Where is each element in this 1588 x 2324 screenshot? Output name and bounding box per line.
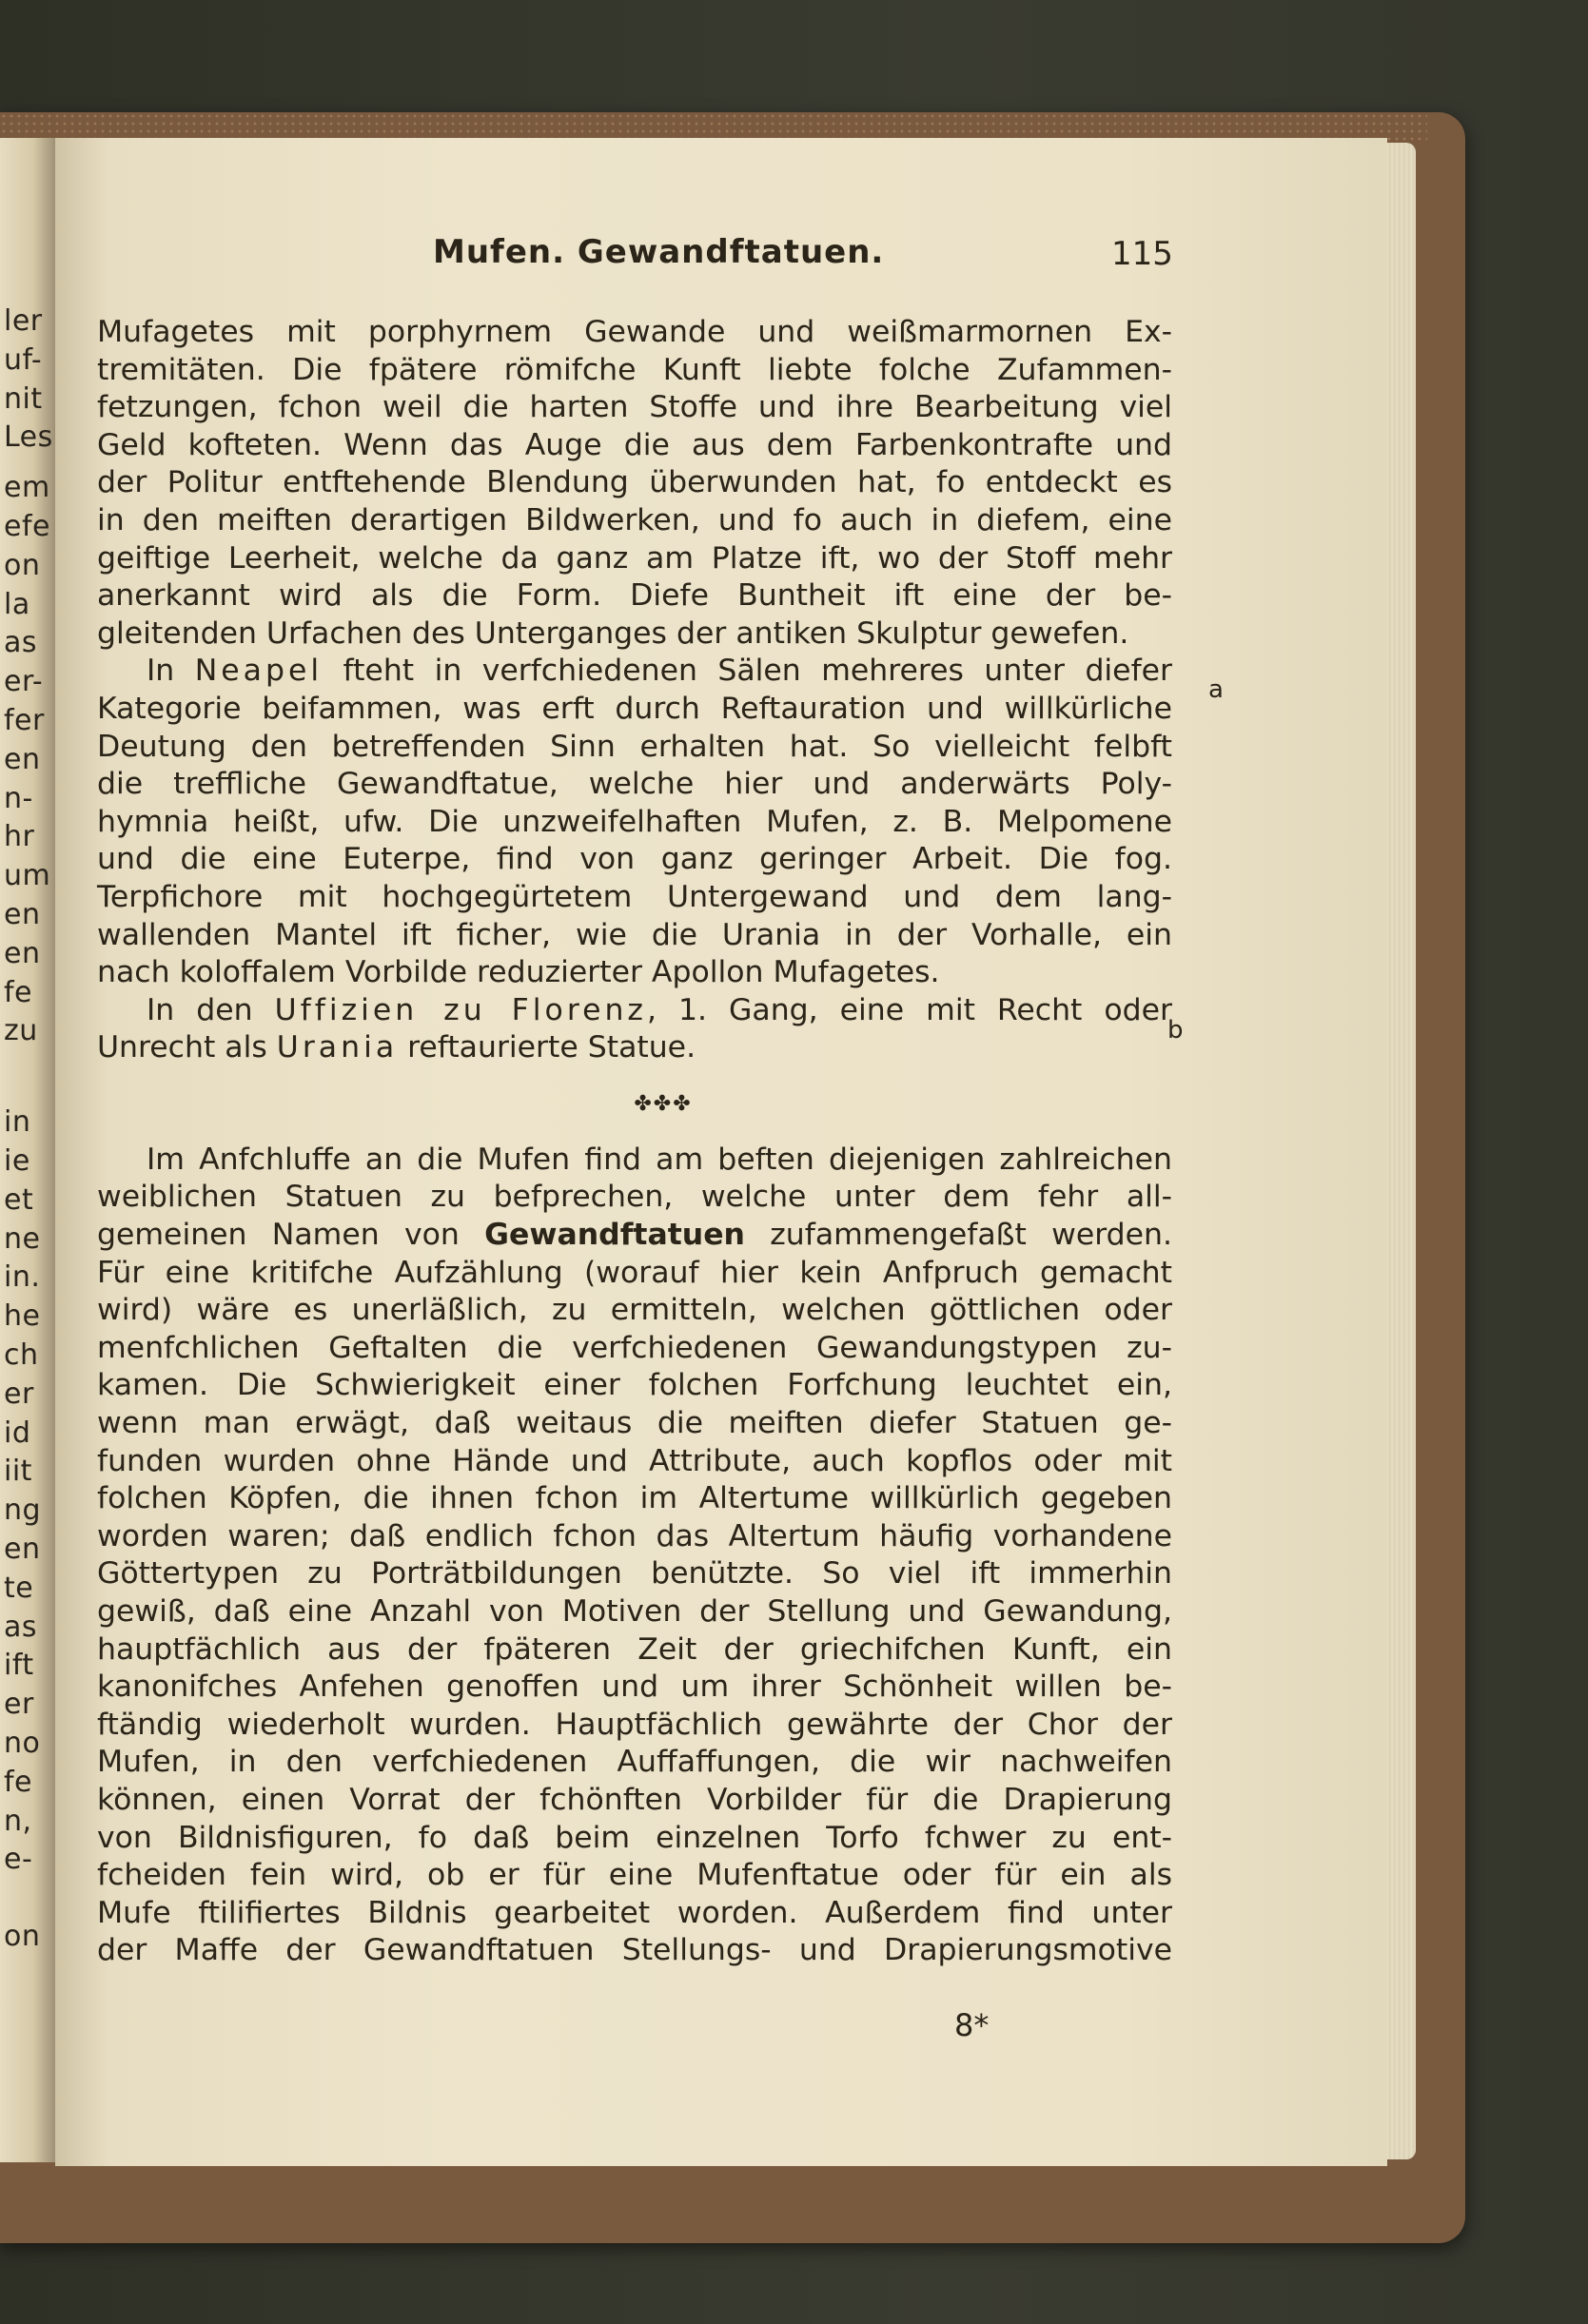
text-line: von Bildnisfiguren, fo daß beim einzelnen Torfo fchwer zu ent- [97, 1820, 1172, 1855]
place-name-neapel: Neapel [194, 654, 323, 689]
left-page-edge [0, 138, 55, 2162]
text-fragment: reftaurierte Statue. [398, 1030, 696, 1065]
text-fragment: zufammengefaßt werden. [744, 1218, 1173, 1253]
text-line: die treffliche Gewandftatue, welche hier und anderwärts Poly- [97, 767, 1172, 802]
text-line [97, 992, 1172, 1030]
left-page-fragment: he [4, 1299, 41, 1334]
left-page-fragment: um [4, 859, 51, 893]
left-page-fragment: ie [4, 1144, 30, 1178]
text-line: Göttertypen zu Porträtbildungen benützte. So viel ift immerhin [97, 1556, 1172, 1592]
text-line: fcheiden fein wird, ob er für eine Mufenftatue oder für ein als [97, 1858, 1172, 1893]
left-page-fragment: on [4, 548, 41, 582]
text-line: Mufagetes mit porphyrnem Gewande und weißmarmornen Ex- [97, 315, 1172, 349]
left-page-fragment: ne [4, 1221, 41, 1256]
left-page-fragment: uf- [4, 342, 43, 377]
place-name-uffizien: Uffizien zu Florenz [274, 992, 647, 1027]
text-line: nach koloffalem Vorbilde reduzierter Apollon Mufagetes. [97, 955, 940, 990]
left-page-fragment: la [4, 587, 30, 621]
left-page-fragment: hr [4, 820, 35, 854]
text-fragment: gemeinen Namen von [97, 1218, 485, 1253]
text-line: geiftige Leerheit, welche da ganz am Platze ift, wo der Stoff mehr [97, 540, 1172, 576]
left-page-fragment: fe [4, 975, 33, 1009]
text-line: gleitenden Urfachen des Unterganges der antiken Skulptur gewefen. [97, 615, 1129, 651]
left-page-fragment: ler [4, 304, 43, 338]
left-page-fragment: em [4, 471, 50, 505]
left-page-fragment: et [4, 1182, 34, 1217]
left-page-fragment: en [4, 1533, 41, 1566]
text-line: und die eine Euterpe, find von ganz geringer Arbeit. Die fog. [97, 842, 1172, 877]
left-page-fragment: ch [4, 1338, 39, 1372]
text-line: hauptfächlich aus der fpäteren Zeit der griechifchen Kunft, ein [97, 1631, 1172, 1667]
text-line: worden waren; daß endlich fchon das Altertum häufig vorhandene [97, 1518, 1172, 1553]
text-line: wallenden Mantel ift ficher, wie die Urania in der Vorhalle, ein [97, 917, 1172, 952]
left-page-fragment: en [4, 898, 41, 931]
text-line: Im Anfchluffe an die Mufen find am beften diejenigen zahlreichen [147, 1142, 1172, 1177]
term-gewandstatuen: Gewandftatuen [484, 1218, 745, 1253]
left-page-fragment: in. [4, 1260, 41, 1295]
text-line: in den meiften derartigen Bildwerken, und fo auch in diefem, eine [97, 502, 1172, 537]
left-page-fragment: en [4, 742, 41, 776]
page-header [0, 233, 1588, 281]
text-line: tremitäten. Die fpätere römifche Kunft liebte folche Zufammen- [97, 352, 1172, 387]
left-page-fragment: on [4, 1920, 41, 1954]
left-page-fragment: te [4, 1571, 34, 1605]
paragraph-3 [97, 992, 1172, 1067]
text-line: Mufe ftilifiertes Bildnis gearbeitet worden. Außerdem find unter [97, 1895, 1172, 1930]
section-ornament: ✤✤✤ [634, 1091, 693, 1116]
text-line [97, 1029, 1172, 1067]
text-line: Geld kofteten. Wenn das Auge die aus dem Farbenkontrafte und [97, 427, 1172, 462]
text-line: der Politur entftehende Blendung überwunden hat, fo entdeckt es [97, 465, 1172, 500]
left-page-fragment: en [4, 936, 41, 970]
page-number: 115 [1111, 235, 1173, 273]
text-line [97, 1217, 1172, 1255]
paragraph-2 [97, 653, 1172, 991]
text-line [97, 653, 1172, 691]
text-line: gewiß, daß eine Anzahl von Motiven der Stellung und Gewandung, [97, 1594, 1172, 1629]
text-line: ftändig wiederholt wurden. Hauptfächlich gewährte der Chor der [97, 1707, 1172, 1742]
text-fragment: , 1. Gang, eine mit Recht oder [646, 992, 1172, 1027]
text-line: kamen. Die Schwierigkeit einer folchen Forfchung leuchtet ein, [97, 1368, 1172, 1403]
text-line: können, einen Vorrat der fchönften Vorbilder für die Drapierung [97, 1782, 1172, 1817]
text-line: anerkannt wird als die Form. Diefe Buntheit ift eine der be- [97, 578, 1172, 614]
text-line: weiblichen Statuen zu befprechen, welche unter dem fehr all- [97, 1180, 1172, 1215]
left-page-fragment: er- [4, 665, 44, 699]
paragraph-1 [97, 314, 1172, 653]
text-line: hymnia heißt, ufw. Die unzweifelhaften Mufen, z. B. Melpomene [97, 804, 1172, 839]
left-page-fragment: in [4, 1105, 31, 1140]
text-line: folchen Köpfen, die ihnen fchon im Altertume willkürlich gegeben [97, 1481, 1172, 1516]
text-fragment: In den [147, 992, 275, 1027]
text-fragment: fteht in verfchiedenen Sälen mehreres unter diefer [323, 654, 1172, 689]
margin-mark-a: a [1208, 675, 1224, 704]
left-page-fragment: as [4, 1610, 38, 1644]
left-page-fragment: iit [4, 1455, 32, 1489]
left-page-fragment: ng [4, 1494, 42, 1528]
text-line: Mufen, in den verfchiedenen Auffaffungen, die wir nachweifen [97, 1745, 1172, 1780]
statue-name-urania: Urania [276, 1030, 399, 1065]
text-line: fetzungen, fchon weil die harten Stoffe und ihre Bearbeitung viel [97, 390, 1172, 425]
left-page-fragment: no [4, 1727, 41, 1760]
left-page-fragment: fe [4, 1765, 33, 1799]
text-line: wenn man erwägt, daß weitaus die meiften diefer Statuen ge- [97, 1406, 1172, 1441]
running-title: Mufen. Gewandftatuen. [433, 233, 885, 271]
left-page-fragment: as [4, 626, 38, 660]
text-line: wird) wäre es unerläßlich, zu ermitteln, welchen göttlichen oder [97, 1293, 1172, 1328]
margin-mark-b: b [1167, 1016, 1184, 1045]
text-fragment: In [147, 654, 195, 689]
paragraph-4 [97, 1142, 1172, 1970]
text-line: Terpfichore mit hochgegürtetem Untergewand und dem lang- [97, 879, 1172, 914]
text-fragment: Unrecht als [97, 1030, 277, 1065]
left-page-fragment: nit [4, 381, 43, 416]
text-line: Deutung den betreffenden Sinn erhalten hat. So vielleicht felbft [97, 729, 1172, 764]
left-page-fragment: ift [4, 1649, 34, 1683]
left-page-fragment: n- [4, 781, 33, 815]
printer-signature: 8* [954, 2007, 990, 2043]
body-text [97, 314, 1172, 1970]
text-line: der Maffe der Gewandftatuen Stellungs- und Drapierungsmotive [97, 1933, 1172, 1968]
left-page-fragment: er [4, 1688, 34, 1722]
text-line: menfchlichen Geftalten die verfchiedenen Gewandungstypen zu- [97, 1330, 1172, 1365]
left-page-fragment: er [4, 1377, 34, 1411]
text-line: funden wurden ohne Hände und Attribute, auch kopflos oder mit [97, 1443, 1172, 1478]
left-page-fragment: zu [4, 1014, 38, 1048]
left-page-fragment: Les [4, 420, 53, 455]
left-page-fragment: e- [4, 1843, 33, 1877]
left-page-fragment: fer [4, 704, 45, 737]
left-page-fragment: n, [4, 1804, 32, 1838]
text-line: Kategorie beifammen, was erft durch Reftauration und willkürliche [97, 691, 1172, 726]
left-page-fragment: id [4, 1416, 31, 1450]
text-line: Für eine kritifche Aufzählung (worauf hier kein Anfpruch gemacht [97, 1255, 1172, 1290]
text-line: kanonifches Anfehen genoffen und um ihrer Schönheit willen be- [97, 1670, 1172, 1705]
left-page-fragment: efe [4, 510, 50, 543]
